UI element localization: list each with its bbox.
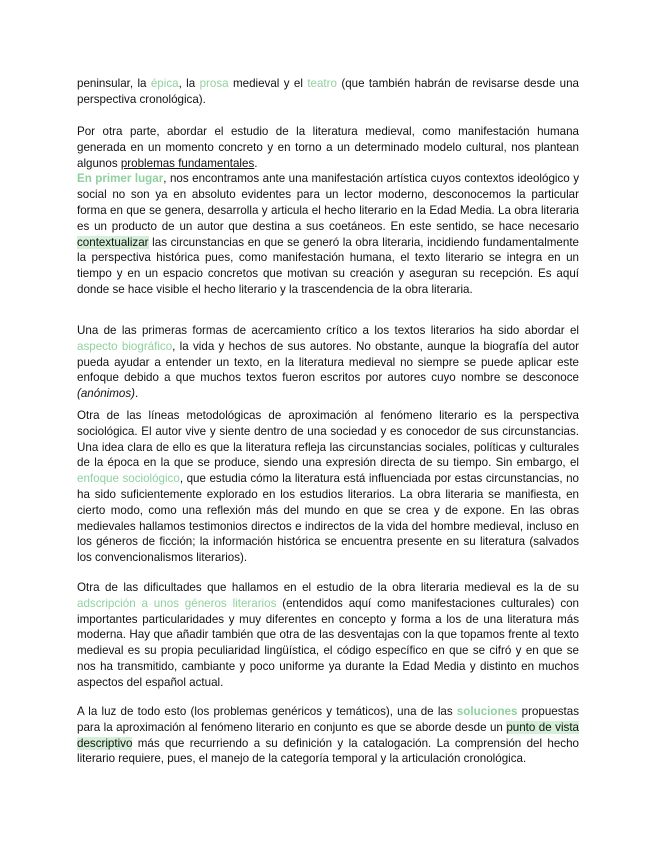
keyword-enfoque-sociologico: enfoque sociológico <box>77 472 180 486</box>
text: Otra de las líneas metodológicas de aproximación al fenómeno literario es la perspectiva sociológica. El autor vive y siente dentro de una sociedad y es conocedor de sus circunstancias. Una idea clara de ello es que la literatura refleja las circunstancias sociales, políticas y culturales de la época en la que se produce, siendo una expresión directa de su tiempo. Sin embargo, el <box>77 409 579 470</box>
text: Por otra parte, abordar el estudio de la literatura medieval, como manifestación humana generada en un momento concreto y en torno a un determinado modelo cultural, nos plantean algunos <box>77 125 579 170</box>
paragraph-6 <box>77 704 579 767</box>
keyword-prosa: prosa <box>199 77 229 90</box>
text: Otra de las dificultades que hallamos en el estudio de la obra literaria medieval es la de su <box>77 581 579 594</box>
text: , la <box>178 77 200 90</box>
keyword-en-primer-lugar: En primer lugar <box>77 172 164 186</box>
keyword-teatro: teatro <box>307 77 337 90</box>
text: peninsular, la <box>77 77 151 90</box>
highlight-punto-de-vista-descriptivo: punto de vista descriptivo <box>77 720 579 750</box>
text: . <box>135 387 139 401</box>
text: . <box>254 156 258 170</box>
paragraph-4 <box>77 408 579 566</box>
italic-anonimos: (anónimos) <box>77 387 135 401</box>
keyword-soluciones: soluciones <box>456 705 518 718</box>
text: (entendidos aquí como manifestaciones culturales) con importantes particularidades y muy diferentes en concepto y forma a los de una literatura más moderna. Hay que añadir también que otra de las desventajas con la que topamos frente al texto medieval es su propia peculiaridad lingüística, el código específico en que se cifró y en que se nos ha transmitido, cambiante y poco uniforme ya durante la Edad Media y distinto en muchos aspectos del español actual. <box>77 596 580 689</box>
text: , nos encontramos ante una manifestación artística cuyos contextos ideológico y social no son ya en absoluto evidentes para un lector moderno, desconocemos la particular forma en que se genera, desarrolla y articula el hecho literario en la Edad Media. La obra literaria es un producto de un autor que destina a sus coetáneos. En este sentido, se hace necesario <box>77 172 579 233</box>
text: las circunstancias en que se generó la obra literaria, incidiendo fundamentalmente la perspectiva histórica pues, como manifestación humana, el texto literario se integra en un tiempo y en un espacio concretos que motivan su creación y aseguran su recepción. Es aquí donde se hace visible el hecho literario y la trascendencia de la obra literaria. <box>77 235 579 296</box>
text: medieval y el <box>228 77 308 90</box>
paragraph-5 <box>77 580 579 691</box>
underlined-problemas-fundamentales: problemas fundamentales <box>120 156 255 170</box>
text: propuestas para la aproximación al fenómeno literario en conjunto es que se aborde desde un <box>77 705 579 734</box>
text: , que estudia cómo la literatura está influenciada por estas circunstancias, no ha sido suficientemente explorado en los estudios literarios. La obra literaria se manifiesta, en cierto modo, como una reflexión más del mundo en que se crea y de expone. En las obras medievales hallamos testimonios directos e indirectos de la vida del hombre medieval, incluso en los géneros de ficción; la información histórica se encuentra presente en su literatura (salvados los convencionalismos literarios). <box>77 472 579 565</box>
keyword-aspecto-biografico: aspecto biográfico <box>77 339 173 353</box>
text: más que recurriendo a su definición y la catalogación. La comprensión del hecho literario requiere, pues, el manejo de la categoría temporal y la articulación cronológica. <box>77 736 579 766</box>
text: Una de las primeras formas de acercamiento crítico a los textos literarios ha sido abordar el <box>77 324 579 337</box>
paragraph-3 <box>77 323 579 402</box>
highlight-contextualizar: contextualizar <box>77 235 149 249</box>
text: (que también habrán de revisarse desde una perspectiva cronológica). <box>77 77 579 106</box>
keyword-adscripcion-generos: adscripción a unos géneros literarios <box>77 596 277 610</box>
text: , la vida y hechos de sus autores. No obstante, aunque la biografía del autor pueda ayudar a entender un texto, en la literatura medieval no siempre se puede aplicar este enfoque debido a que muchos textos fueron escritos por autores cuyo nombre se desconoce <box>77 339 579 385</box>
paragraph-1 <box>77 76 579 108</box>
paragraph-2 <box>77 124 579 298</box>
keyword-epica: épica <box>150 77 179 90</box>
text: A la luz de todo esto (los problemas genéricos y temáticos), una de las <box>77 705 457 718</box>
